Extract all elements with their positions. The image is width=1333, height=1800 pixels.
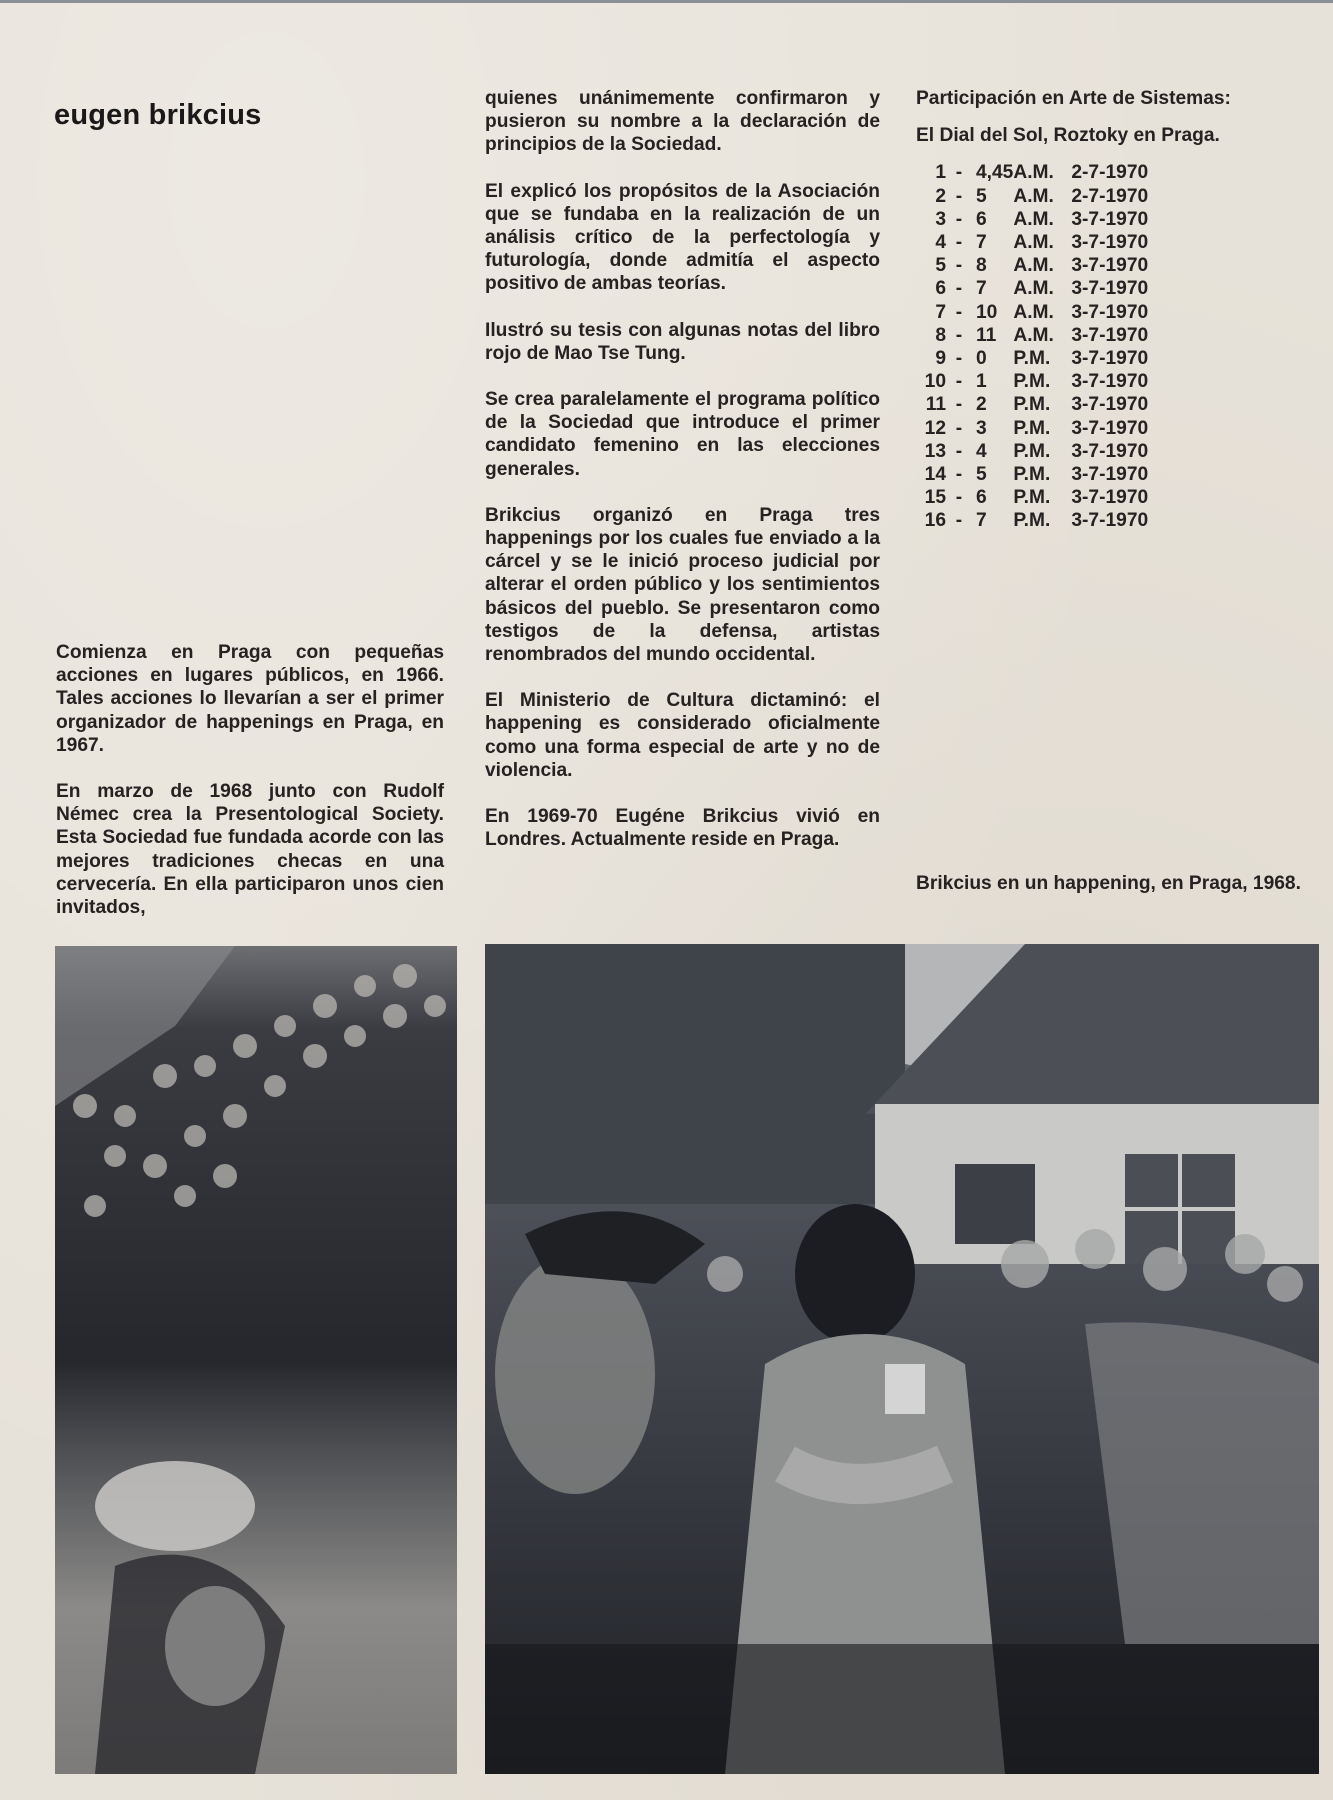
schedule-hour: 7 xyxy=(976,510,987,532)
paragraph: El explicó los propósitos de la Asociación que se fundaba en la realización de un análisis crítico de la perfectología y futurología, donde admitía el aspecto positivo de ambas teorías. xyxy=(485,180,880,295)
schedule-number: 7 xyxy=(935,301,946,323)
paragraph: quienes unánimemente confirmaron y pusieron su nombre a la declaración de principios de la Sociedad. xyxy=(485,88,880,156)
text-column-1 xyxy=(56,641,444,919)
schedule-separator: - xyxy=(955,487,963,509)
schedule-date: 3-7-1970 xyxy=(1071,510,1149,532)
schedule-hour: 8 xyxy=(976,255,987,277)
schedule-row xyxy=(916,254,1148,277)
schedule-date: 3-7-1970 xyxy=(1071,324,1149,346)
schedule-row xyxy=(916,370,1148,393)
schedule-date: 3-7-1970 xyxy=(1071,464,1149,486)
schedule-row xyxy=(916,231,1148,254)
schedule-row xyxy=(916,486,1148,509)
schedule-number: 14 xyxy=(924,464,946,486)
schedule-date: 3-7-1970 xyxy=(1071,394,1149,416)
schedule-row xyxy=(916,208,1148,231)
schedule-date: 3-7-1970 xyxy=(1071,255,1149,277)
schedule-period: P.M. xyxy=(1013,371,1051,393)
schedule-number: 12 xyxy=(924,417,946,439)
schedule-hour: 1 xyxy=(976,371,987,393)
schedule-period: A.M. xyxy=(1013,255,1054,277)
schedule-row xyxy=(916,185,1148,208)
schedule-period: P.M. xyxy=(1013,394,1051,416)
schedule-number: 8 xyxy=(935,324,946,346)
schedule-row xyxy=(916,509,1148,532)
schedule-number: 1 xyxy=(935,162,946,184)
schedule-hour: 5 xyxy=(976,185,987,207)
section-subheading: El Dial del Sol, Roztoky en Praga. xyxy=(916,125,1220,147)
schedule-number: 10 xyxy=(924,371,946,393)
schedule-hour: 5 xyxy=(976,464,987,486)
schedule-number: 4 xyxy=(935,232,946,254)
schedule-row xyxy=(916,324,1148,347)
schedule-period: A.M. xyxy=(1013,185,1054,207)
paragraph: El Ministerio de Cultura dictaminó: el happening es considerado oficialmente como una forma especial de arte y no de violencia. xyxy=(485,690,880,781)
schedule-number: 15 xyxy=(924,487,946,509)
schedule-number: 5 xyxy=(935,255,946,277)
schedule-hour: 6 xyxy=(976,487,987,509)
schedule-separator: - xyxy=(955,464,963,486)
schedule-date: 3-7-1970 xyxy=(1071,371,1149,393)
schedule-separator: - xyxy=(955,278,963,300)
schedule-date: 3-7-1970 xyxy=(1071,417,1149,439)
schedule-hour: 6 xyxy=(976,208,987,230)
paragraph: Ilustró su tesis con algunas notas del libro rojo de Mao Tse Tung. xyxy=(485,319,880,364)
paragraph: En marzo de 1968 junto con Rudolf Némec crea la Presentological Society. Esta Sociedad fue fundada acorde con las mejores tradiciones checas en una cervecería. En ella participaron unos cien invitados, xyxy=(56,781,444,919)
schedule-period: A.M. xyxy=(1013,208,1054,230)
schedule-table xyxy=(916,161,1148,532)
schedule-number: 13 xyxy=(924,440,946,462)
schedule-date: 3-7-1970 xyxy=(1071,278,1149,300)
schedule-date: 3-7-1970 xyxy=(1071,348,1149,370)
crowd-photo xyxy=(55,946,457,1774)
schedule-hour: 11 xyxy=(976,324,997,346)
article-title: eugen brikcius xyxy=(54,99,262,132)
paragraph: Brikcius organizó en Praga tres happenings por los cuales fue enviado a la cárcel y se le inició proceso judicial por alterar el orden público y los sentimientos básicos del pueblo. Se presentaron como testigos de la defensa, artistas renombrados del mundo occidental. xyxy=(485,504,880,666)
schedule-row xyxy=(916,301,1148,324)
schedule-hour: 2 xyxy=(976,394,987,416)
schedule-separator: - xyxy=(955,324,963,346)
schedule-period: P.M. xyxy=(1013,417,1051,439)
schedule-row xyxy=(916,347,1148,370)
schedule-number: 3 xyxy=(935,208,946,230)
schedule-separator: - xyxy=(955,348,963,370)
schedule-hour: 3 xyxy=(976,417,987,439)
schedule-period: P.M. xyxy=(1013,487,1051,509)
schedule-hour: 0 xyxy=(976,348,987,370)
schedule-separator: - xyxy=(955,417,963,439)
schedule-separator: - xyxy=(955,394,963,416)
schedule-period: P.M. xyxy=(1013,464,1051,486)
schedule-number: 11 xyxy=(925,394,946,416)
paragraph: Se crea paralelamente el programa político de la Sociedad que introduce el primer candidato femenino en las elecciones generales. xyxy=(485,389,880,480)
schedule-period: P.M. xyxy=(1013,510,1051,532)
schedule-separator: - xyxy=(955,371,963,393)
schedule-row xyxy=(916,161,1148,184)
section-heading: Participación en Arte de Sistemas: xyxy=(916,88,1231,109)
schedule-row xyxy=(916,463,1148,486)
schedule-number: 16 xyxy=(924,510,946,532)
schedule-hour: 4 xyxy=(976,440,987,462)
schedule-period: A.M. xyxy=(1013,301,1054,323)
schedule-period: A.M. xyxy=(1013,278,1054,300)
schedule-hour: 7 xyxy=(976,232,987,254)
photo-caption: Brikcius en un happening, en Praga, 1968. xyxy=(916,873,1301,894)
schedule-date: 2-7-1970 xyxy=(1071,185,1149,207)
schedule-date: 3-7-1970 xyxy=(1071,208,1149,230)
schedule-date: 3-7-1970 xyxy=(1071,440,1149,462)
paragraph: En 1969-70 Eugéne Brikcius vivió en Londres. Actualmente reside en Praga. xyxy=(485,806,880,851)
schedule-number: 6 xyxy=(935,278,946,300)
schedule-separator: - xyxy=(955,185,963,207)
schedule-row xyxy=(916,417,1148,440)
schedule-date: 2-7-1970 xyxy=(1071,162,1149,184)
schedule-period: A.M. xyxy=(1013,162,1054,184)
schedule-separator: - xyxy=(955,510,963,532)
schedule-separator: - xyxy=(955,440,963,462)
schedule-separator: - xyxy=(955,162,963,184)
schedule-period: P.M. xyxy=(1013,440,1051,462)
happening-photo xyxy=(485,944,1319,1774)
schedule-period: A.M. xyxy=(1013,324,1054,346)
schedule-separator: - xyxy=(955,301,963,323)
schedule-date: 3-7-1970 xyxy=(1071,301,1149,323)
schedule-row xyxy=(916,393,1148,416)
schedule-separator: - xyxy=(955,232,963,254)
schedule-number: 9 xyxy=(935,348,946,370)
top-border-rule xyxy=(0,0,1333,3)
paragraph: Comienza en Praga con pequeñas acciones en lugares públicos, en 1966. Tales acciones lo llevarían a ser el primer organizador de happenings en Praga, en 1967. xyxy=(56,642,444,756)
schedule-hour: 10 xyxy=(976,301,998,323)
schedule-separator: - xyxy=(955,208,963,230)
schedule-number: 2 xyxy=(935,185,946,207)
schedule-row xyxy=(916,440,1148,463)
schedule-row xyxy=(916,277,1148,300)
schedule-separator: - xyxy=(955,255,963,277)
schedule-date: 3-7-1970 xyxy=(1071,232,1149,254)
schedule-hour: 4,45 xyxy=(976,162,1014,184)
schedule-hour: 7 xyxy=(976,278,987,300)
text-column-2 xyxy=(485,87,880,851)
schedule-period: P.M. xyxy=(1013,348,1051,370)
schedule-date: 3-7-1970 xyxy=(1071,487,1149,509)
text-column-3 xyxy=(916,87,1316,533)
schedule-period: A.M. xyxy=(1013,232,1054,254)
